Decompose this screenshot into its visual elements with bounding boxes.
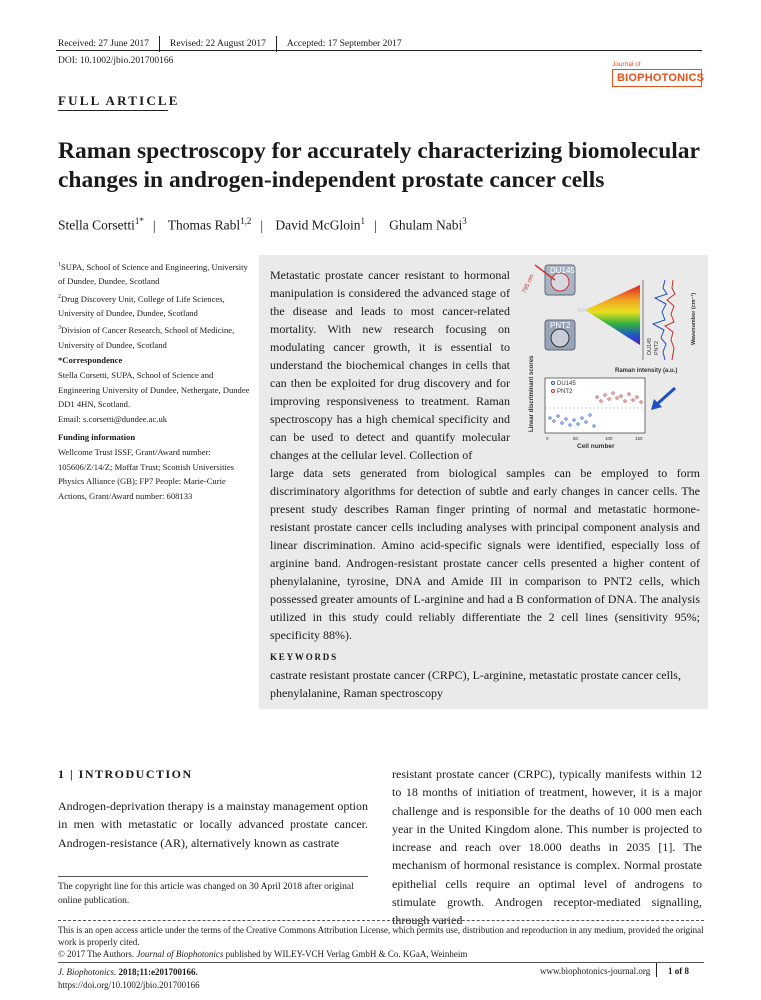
intro-heading: 1 | INTRODUCTION (58, 767, 193, 781)
keywords: castrate resistant prostate cancer (CRPC), L-arginine, metastatic prostate cancer cells, phenylalanine, Raman spectroscopy (270, 668, 681, 700)
spectrum-pnt2 (665, 280, 675, 360)
pnt2-cell (551, 329, 569, 347)
section-label: FULL ARTICLE (58, 93, 180, 108)
received-date: Received: 27 June 2017 (58, 39, 150, 49)
wavenumber-axis-label: Wavenumber (cm⁻¹) (691, 292, 697, 345)
funding-text: Wellcome Trust ISSF, Grant/Award number: 105606/Z/14/Z; Moffat Trust; Scottish Universities Physics Alliance (GB); FP7 People: Marie-Curie Actions, Grant/Award number: 608133 (58, 447, 235, 501)
logo-name: BIOPHOTONICS (612, 69, 702, 87)
section-label-underline (58, 110, 168, 111)
affiliations-column (58, 258, 253, 504)
author-name[interactable]: Stella Corsetti (58, 217, 135, 233)
affiliation: $^2$Drug Discovery Unit, College of Life Sciences, University of Dundee, Dundee, Scotland (58, 293, 225, 318)
legend-pnt2: PNT2 (557, 389, 573, 395)
cell-axis-label: Cell number (577, 443, 615, 450)
journal-logo (612, 61, 705, 93)
correspondence-text: Stella Corsetti, SUPA, School of Science and Engineering University of Dundee, Nethergate, Dundee DD1 4HN, Scotland. Email: s.corsetti@dundee.ac.uk (58, 370, 250, 424)
footer-dashed-rule (58, 920, 704, 921)
author-sup: 1 (360, 216, 366, 226)
affiliation: $^3$Division of Cancer Research, School of Medicine, University of Dundee, Scotland (58, 325, 235, 350)
author-sup: 3 (462, 216, 467, 226)
author-name[interactable]: Ghulam Nabi (389, 217, 463, 233)
footnote-rule (58, 876, 368, 877)
spectrum-pnt2-label: PNT2 (654, 340, 660, 355)
doi[interactable]: DOI: 10.1002/jbio.201700166 (58, 56, 174, 66)
author-name[interactable]: Thomas Rabl (167, 217, 241, 233)
ld-tick-150: 150 (635, 436, 643, 441)
spectrum-du145-label: DU145 (647, 337, 653, 355)
page-separator (656, 963, 657, 977)
intro-paragraph: Androgen-deprivation therapy is a mainstay management option in men with metastatic or locally advanced prostate cancer. Androgen-resistance (AR), alternatively known as castrate (58, 799, 368, 850)
graphical-abstract (515, 260, 705, 450)
ld-tick-50: 50 (573, 436, 579, 441)
laser-label: 785 nm (521, 273, 536, 295)
author-sup: 1* (134, 216, 144, 226)
legend-du145: DU145 (557, 381, 576, 387)
funding-heading: Funding information (58, 432, 136, 443)
citation-details: 2018;11:e201700166. (118, 967, 198, 977)
abstract-part2: large data sets generated from biological samples can be employed to form discriminatory algorithms for detection of subtle and early changes in cancer cells. The present study describes Raman finger printing of normal and metastatic hormone-resistant prostate cancer cells including analyses with principal component analysis and linear discrimination. Amino acid-specific signals were identified, especially loss of arginine band. Androgen-resistant prostate cancer cells presented a higher content of phenylalanine, tyrosine, DNA and Amide III in comparison to PNT2 cells, which possessed greater amounts of L-arginine and had a B conformation of DNA. The analysis utilized in this study could reliably differentiate the 2 cell lines (sensitivity 95%; specificity 88%). (270, 466, 700, 642)
du145-image-label: DU145 (550, 266, 575, 275)
spectrum-prism (585, 285, 640, 345)
correspondence-email[interactable]: Email: s.corsetti@dundee.ac.uk (58, 413, 168, 424)
license-text: This is an open access article under the terms of the Creative Commons Attribution License, which permits use, distribution and reproduction in any medium, provided the original work is properly cited. (58, 925, 704, 947)
du145-cell (551, 273, 569, 291)
revised-date: Revised: 22 August 2017 (159, 36, 276, 52)
author-list: Stella Corsetti$^{1*}$ | Thomas Rabl$^{1,2}$ | David McGloin$^1$ | Ghulam Nabi$^3$ (58, 216, 467, 233)
logo-small-text: Journal of (612, 61, 641, 68)
pnt2-image-label: PNT2 (550, 321, 571, 330)
accepted-date: Accepted: 17 September 2017 (276, 36, 412, 52)
ld-axis-label: Linear discriminant scores (529, 355, 535, 432)
prism-input-beam (577, 308, 587, 312)
affiliation: $^1$SUPA, School of Science and Engineering, University of Dundee, Dundee, Scotland (58, 261, 248, 287)
citation (58, 966, 200, 992)
page-number: 1 of 8 (668, 966, 689, 976)
abstract-part1: Metastatic prostate cancer resistant to hormonal manipulation is considered the advanced stage of the disease and leads to most cancer-related mortality. With new research focusing on modulating cancer growth, it is essential to understand the biochemical changes in cells that can then be exploited for drug discovery and for improving responsiveness to treatment. Raman spectroscopy has a high chemical specificity and can be used to detect and quantify molecular changes at the cellular level. Collection of (270, 268, 510, 462)
citation-url[interactable]: https://doi.org/10.1002/jbio.201700166 (58, 980, 200, 990)
author-name[interactable]: David McGloin (275, 217, 361, 233)
article-title: Raman spectroscopy for accurately characterizing biomolecular changes in androgen-independent prostate cancer cells (58, 138, 700, 193)
correspondence-heading: *Correspondence (58, 355, 123, 366)
journal-website[interactable]: www.biophotonics-journal.org (540, 966, 651, 976)
header-divider (56, 50, 702, 51)
citation-journal: J. Biophotonics. (58, 967, 117, 977)
ld-tick-100: 100 (605, 436, 613, 441)
ld-tick-0: 0 (546, 436, 549, 441)
open-access-notice (58, 924, 704, 960)
raman-axis-label: Raman intensity (a.u.) (615, 368, 678, 374)
author-sup: 1,2 (240, 216, 252, 226)
copyright-line: © 2017 The Authors. Journal of Biophotonics published by WILEY-VCH Verlag GmbH & Co. KGaA, Weinheim (58, 949, 468, 959)
intro-paragraph-col2: resistant prostate cancer (CRPC), typically manifests within 12 to 18 months of initiation of treatment, however, it is a major challenge and is responsible for the deaths of 10 000 men each year in the United Kingdom alone. This number is projected to increase and reach over 18.000 deaths in 2035 [1]. The mechanism of hormonal resistance is complex. Normal prostate epithelial cells require an optimal level of androgens to stimulate growth. Androgen receptor-mediated signalling, through varied (392, 767, 702, 928)
footer-rule (58, 962, 704, 963)
copyright-footnote: The copyright line for this article was changed on 30 April 2018 after original online publication. (58, 882, 354, 906)
keywords-heading: KEYWORDS (270, 652, 338, 662)
